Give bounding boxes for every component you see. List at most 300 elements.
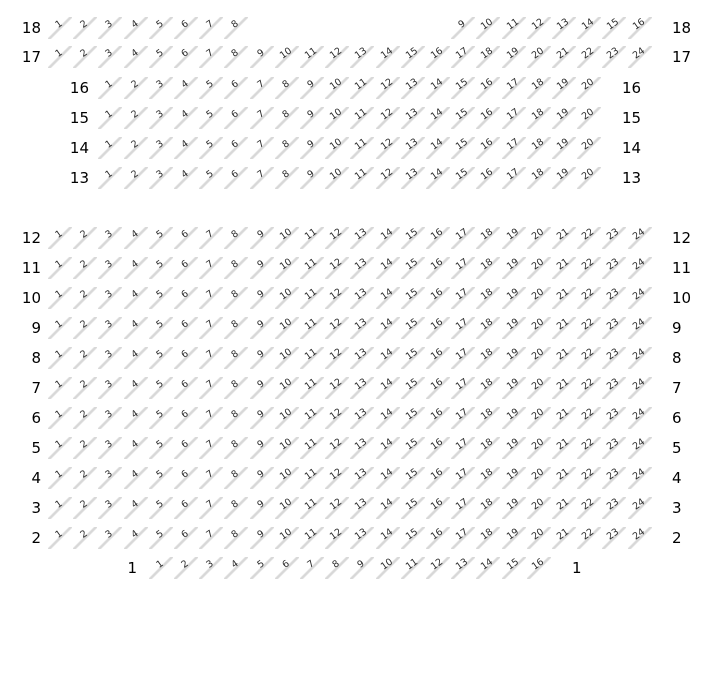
seat[interactable]	[300, 377, 324, 399]
seat[interactable]	[350, 497, 374, 519]
seat[interactable]	[401, 227, 425, 249]
seat[interactable]	[149, 407, 173, 429]
seat[interactable]	[124, 77, 148, 99]
seat[interactable]	[250, 407, 274, 429]
seat[interactable]	[476, 527, 500, 549]
seat[interactable]	[350, 107, 374, 129]
seat[interactable]	[325, 557, 349, 579]
seat[interactable]	[224, 137, 248, 159]
seat[interactable]	[350, 46, 374, 68]
seat[interactable]	[275, 287, 299, 309]
seat[interactable]	[350, 77, 374, 99]
seat[interactable]	[199, 467, 223, 489]
seat[interactable]	[174, 407, 198, 429]
seat[interactable]	[224, 257, 248, 279]
seat[interactable]	[502, 347, 526, 369]
seat[interactable]	[149, 287, 173, 309]
seat[interactable]	[602, 227, 626, 249]
seat[interactable]	[98, 407, 122, 429]
seat[interactable]	[502, 437, 526, 459]
seat[interactable]	[527, 347, 551, 369]
seat[interactable]	[602, 317, 626, 339]
seat[interactable]	[48, 46, 72, 68]
seat[interactable]	[628, 17, 652, 39]
seat[interactable]	[401, 287, 425, 309]
seat[interactable]	[250, 347, 274, 369]
seat[interactable]	[527, 317, 551, 339]
seat[interactable]	[451, 437, 475, 459]
seat[interactable]	[48, 527, 72, 549]
seat[interactable]	[527, 407, 551, 429]
seat[interactable]	[426, 557, 450, 579]
seat[interactable]	[350, 557, 374, 579]
seat[interactable]	[350, 377, 374, 399]
seat[interactable]	[124, 257, 148, 279]
seat[interactable]	[376, 317, 400, 339]
seat[interactable]	[502, 257, 526, 279]
seat[interactable]	[199, 407, 223, 429]
seat[interactable]	[577, 17, 601, 39]
seat[interactable]	[552, 377, 576, 399]
seat[interactable]	[98, 17, 122, 39]
seat[interactable]	[476, 347, 500, 369]
seat[interactable]	[451, 557, 475, 579]
seat[interactable]	[451, 497, 475, 519]
seat[interactable]	[350, 137, 374, 159]
seat[interactable]	[577, 437, 601, 459]
seat[interactable]	[174, 167, 198, 189]
seat[interactable]	[577, 467, 601, 489]
seat[interactable]	[476, 557, 500, 579]
seat[interactable]	[426, 317, 450, 339]
seat[interactable]	[325, 137, 349, 159]
seat[interactable]	[426, 347, 450, 369]
seat[interactable]	[174, 527, 198, 549]
seat[interactable]	[300, 407, 324, 429]
seat[interactable]	[552, 317, 576, 339]
seat[interactable]	[300, 497, 324, 519]
seat[interactable]	[350, 467, 374, 489]
seat[interactable]	[401, 347, 425, 369]
seat[interactable]	[376, 407, 400, 429]
seat[interactable]	[250, 317, 274, 339]
seat[interactable]	[275, 497, 299, 519]
seat[interactable]	[577, 347, 601, 369]
seat[interactable]	[552, 437, 576, 459]
seat[interactable]	[48, 317, 72, 339]
seat[interactable]	[451, 467, 475, 489]
seat[interactable]	[476, 317, 500, 339]
seat[interactable]	[350, 167, 374, 189]
seat[interactable]	[149, 107, 173, 129]
seat[interactable]	[48, 407, 72, 429]
seat[interactable]	[502, 77, 526, 99]
seat[interactable]	[376, 437, 400, 459]
seat[interactable]	[552, 407, 576, 429]
seat[interactable]	[476, 497, 500, 519]
seat[interactable]	[250, 257, 274, 279]
seat[interactable]	[98, 77, 122, 99]
seat[interactable]	[426, 527, 450, 549]
seat[interactable]	[250, 77, 274, 99]
seat[interactable]	[527, 287, 551, 309]
seat[interactable]	[325, 497, 349, 519]
seat[interactable]	[149, 557, 173, 579]
seat[interactable]	[174, 497, 198, 519]
seat[interactable]	[250, 167, 274, 189]
seat[interactable]	[577, 137, 601, 159]
seat[interactable]	[502, 17, 526, 39]
seat[interactable]	[250, 377, 274, 399]
seat[interactable]	[275, 377, 299, 399]
seat[interactable]	[476, 467, 500, 489]
seat[interactable]	[98, 287, 122, 309]
seat[interactable]	[376, 227, 400, 249]
seat[interactable]	[628, 407, 652, 429]
seat[interactable]	[300, 257, 324, 279]
seat[interactable]	[124, 527, 148, 549]
seat[interactable]	[577, 377, 601, 399]
seat[interactable]	[325, 317, 349, 339]
seat[interactable]	[451, 227, 475, 249]
seat[interactable]	[502, 46, 526, 68]
seat[interactable]	[300, 107, 324, 129]
seat[interactable]	[350, 317, 374, 339]
seat[interactable]	[552, 46, 576, 68]
seat[interactable]	[527, 257, 551, 279]
seat[interactable]	[401, 46, 425, 68]
seat[interactable]	[451, 287, 475, 309]
seat[interactable]	[577, 287, 601, 309]
seat[interactable]	[426, 227, 450, 249]
seat[interactable]	[250, 437, 274, 459]
seat[interactable]	[376, 137, 400, 159]
seat[interactable]	[628, 257, 652, 279]
seat[interactable]	[275, 557, 299, 579]
seat[interactable]	[98, 167, 122, 189]
seat[interactable]	[199, 377, 223, 399]
seat[interactable]	[48, 347, 72, 369]
seat[interactable]	[98, 46, 122, 68]
seat[interactable]	[98, 437, 122, 459]
seat[interactable]	[451, 46, 475, 68]
seat[interactable]	[73, 407, 97, 429]
seat[interactable]	[73, 46, 97, 68]
seat[interactable]	[502, 497, 526, 519]
seat[interactable]	[98, 257, 122, 279]
seat[interactable]	[325, 467, 349, 489]
seat[interactable]	[376, 257, 400, 279]
seat[interactable]	[275, 107, 299, 129]
seat[interactable]	[552, 107, 576, 129]
seat[interactable]	[124, 347, 148, 369]
seat[interactable]	[48, 377, 72, 399]
seat[interactable]	[73, 317, 97, 339]
seat[interactable]	[48, 287, 72, 309]
seat[interactable]	[401, 317, 425, 339]
seat[interactable]	[401, 167, 425, 189]
seat[interactable]	[426, 407, 450, 429]
seat[interactable]	[502, 377, 526, 399]
seat[interactable]	[199, 317, 223, 339]
seat[interactable]	[124, 377, 148, 399]
seat[interactable]	[426, 137, 450, 159]
seat[interactable]	[275, 77, 299, 99]
seat[interactable]	[250, 497, 274, 519]
seat[interactable]	[426, 497, 450, 519]
seat[interactable]	[502, 137, 526, 159]
seat[interactable]	[502, 467, 526, 489]
seat[interactable]	[149, 377, 173, 399]
seat[interactable]	[98, 467, 122, 489]
seat[interactable]	[350, 407, 374, 429]
seat[interactable]	[174, 46, 198, 68]
seat[interactable]	[98, 227, 122, 249]
seat[interactable]	[149, 46, 173, 68]
seat[interactable]	[451, 137, 475, 159]
seat[interactable]	[48, 227, 72, 249]
seat[interactable]	[426, 467, 450, 489]
seat[interactable]	[224, 467, 248, 489]
seat[interactable]	[48, 437, 72, 459]
seat[interactable]	[426, 377, 450, 399]
seat[interactable]	[224, 317, 248, 339]
seat[interactable]	[300, 437, 324, 459]
seat[interactable]	[577, 317, 601, 339]
seat[interactable]	[602, 257, 626, 279]
seat[interactable]	[350, 437, 374, 459]
seat[interactable]	[426, 437, 450, 459]
seat[interactable]	[325, 377, 349, 399]
seat[interactable]	[124, 46, 148, 68]
seat[interactable]	[552, 137, 576, 159]
seat[interactable]	[451, 407, 475, 429]
seat[interactable]	[199, 557, 223, 579]
seat[interactable]	[124, 407, 148, 429]
seat[interactable]	[628, 287, 652, 309]
seat[interactable]	[300, 167, 324, 189]
seat[interactable]	[401, 527, 425, 549]
seat[interactable]	[476, 77, 500, 99]
seat[interactable]	[527, 227, 551, 249]
seat[interactable]	[451, 107, 475, 129]
seat[interactable]	[426, 287, 450, 309]
seat[interactable]	[325, 407, 349, 429]
seat[interactable]	[174, 137, 198, 159]
seat[interactable]	[376, 497, 400, 519]
seat[interactable]	[73, 347, 97, 369]
seat[interactable]	[199, 227, 223, 249]
seat[interactable]	[350, 527, 374, 549]
seat[interactable]	[98, 137, 122, 159]
seat[interactable]	[552, 77, 576, 99]
seat[interactable]	[174, 437, 198, 459]
seat[interactable]	[527, 167, 551, 189]
seat[interactable]	[73, 17, 97, 39]
seat[interactable]	[325, 347, 349, 369]
seat[interactable]	[224, 167, 248, 189]
seat[interactable]	[350, 287, 374, 309]
seat[interactable]	[401, 107, 425, 129]
seat[interactable]	[149, 467, 173, 489]
seat[interactable]	[149, 167, 173, 189]
seat[interactable]	[275, 167, 299, 189]
seat[interactable]	[552, 287, 576, 309]
seat[interactable]	[426, 167, 450, 189]
seat[interactable]	[224, 437, 248, 459]
seat[interactable]	[502, 407, 526, 429]
seat[interactable]	[426, 77, 450, 99]
seat[interactable]	[401, 437, 425, 459]
seat[interactable]	[552, 467, 576, 489]
seat[interactable]	[300, 287, 324, 309]
seat[interactable]	[577, 527, 601, 549]
seat[interactable]	[98, 377, 122, 399]
seat[interactable]	[149, 257, 173, 279]
seat[interactable]	[476, 257, 500, 279]
seat[interactable]	[451, 377, 475, 399]
seat[interactable]	[124, 227, 148, 249]
seat[interactable]	[275, 227, 299, 249]
seat[interactable]	[628, 227, 652, 249]
seat[interactable]	[199, 46, 223, 68]
seat[interactable]	[451, 317, 475, 339]
seat[interactable]	[602, 407, 626, 429]
seat[interactable]	[527, 46, 551, 68]
seat[interactable]	[350, 347, 374, 369]
seat[interactable]	[224, 107, 248, 129]
seat[interactable]	[602, 46, 626, 68]
seat[interactable]	[124, 317, 148, 339]
seat[interactable]	[376, 557, 400, 579]
seat[interactable]	[174, 317, 198, 339]
seat[interactable]	[174, 227, 198, 249]
seat[interactable]	[174, 347, 198, 369]
seat[interactable]	[476, 107, 500, 129]
seat[interactable]	[149, 497, 173, 519]
seat[interactable]	[376, 77, 400, 99]
seat[interactable]	[224, 407, 248, 429]
seat[interactable]	[476, 377, 500, 399]
seat[interactable]	[250, 227, 274, 249]
seat[interactable]	[325, 437, 349, 459]
seat[interactable]	[300, 77, 324, 99]
seat[interactable]	[401, 557, 425, 579]
seat[interactable]	[98, 107, 122, 129]
seat[interactable]	[300, 347, 324, 369]
seat[interactable]	[527, 497, 551, 519]
seat[interactable]	[149, 317, 173, 339]
seat[interactable]	[174, 257, 198, 279]
seat[interactable]	[527, 437, 551, 459]
seat[interactable]	[426, 46, 450, 68]
seat[interactable]	[275, 467, 299, 489]
seat[interactable]	[73, 437, 97, 459]
seat[interactable]	[224, 497, 248, 519]
seat[interactable]	[275, 317, 299, 339]
seat[interactable]	[476, 167, 500, 189]
seat[interactable]	[577, 497, 601, 519]
seat[interactable]	[275, 257, 299, 279]
seat[interactable]	[376, 377, 400, 399]
seat[interactable]	[628, 437, 652, 459]
seat[interactable]	[98, 317, 122, 339]
seat[interactable]	[577, 407, 601, 429]
seat[interactable]	[577, 107, 601, 129]
seat[interactable]	[149, 137, 173, 159]
seat[interactable]	[527, 527, 551, 549]
seat[interactable]	[124, 497, 148, 519]
seat[interactable]	[628, 46, 652, 68]
seat[interactable]	[527, 17, 551, 39]
seat[interactable]	[502, 557, 526, 579]
seat[interactable]	[527, 377, 551, 399]
seat[interactable]	[300, 557, 324, 579]
seat[interactable]	[149, 347, 173, 369]
seat[interactable]	[325, 287, 349, 309]
seat[interactable]	[48, 497, 72, 519]
seat[interactable]	[224, 347, 248, 369]
seat[interactable]	[451, 527, 475, 549]
seat[interactable]	[325, 167, 349, 189]
seat[interactable]	[628, 377, 652, 399]
seat[interactable]	[174, 467, 198, 489]
seat[interactable]	[527, 77, 551, 99]
seat[interactable]	[300, 137, 324, 159]
seat[interactable]	[275, 347, 299, 369]
seat[interactable]	[628, 347, 652, 369]
seat[interactable]	[250, 287, 274, 309]
seat[interactable]	[325, 227, 349, 249]
seat[interactable]	[199, 287, 223, 309]
seat[interactable]	[476, 17, 500, 39]
seat[interactable]	[401, 257, 425, 279]
seat[interactable]	[73, 527, 97, 549]
seat[interactable]	[73, 257, 97, 279]
seat[interactable]	[174, 377, 198, 399]
seat[interactable]	[275, 437, 299, 459]
seat[interactable]	[376, 527, 400, 549]
seat[interactable]	[376, 167, 400, 189]
seat[interactable]	[602, 497, 626, 519]
seat[interactable]	[552, 227, 576, 249]
seat[interactable]	[98, 497, 122, 519]
seat[interactable]	[602, 437, 626, 459]
seat[interactable]	[376, 347, 400, 369]
seat[interactable]	[300, 467, 324, 489]
seat[interactable]	[250, 467, 274, 489]
seat[interactable]	[124, 167, 148, 189]
seat[interactable]	[124, 17, 148, 39]
seat[interactable]	[602, 287, 626, 309]
seat[interactable]	[174, 287, 198, 309]
seat[interactable]	[476, 407, 500, 429]
seat[interactable]	[577, 227, 601, 249]
seat[interactable]	[124, 107, 148, 129]
seat[interactable]	[300, 46, 324, 68]
seat[interactable]	[174, 107, 198, 129]
seat[interactable]	[124, 437, 148, 459]
seat[interactable]	[250, 107, 274, 129]
seat[interactable]	[275, 407, 299, 429]
seat[interactable]	[451, 257, 475, 279]
seat[interactable]	[149, 437, 173, 459]
seat[interactable]	[124, 287, 148, 309]
seat[interactable]	[174, 77, 198, 99]
seat[interactable]	[602, 347, 626, 369]
seat[interactable]	[426, 257, 450, 279]
seat[interactable]	[199, 347, 223, 369]
